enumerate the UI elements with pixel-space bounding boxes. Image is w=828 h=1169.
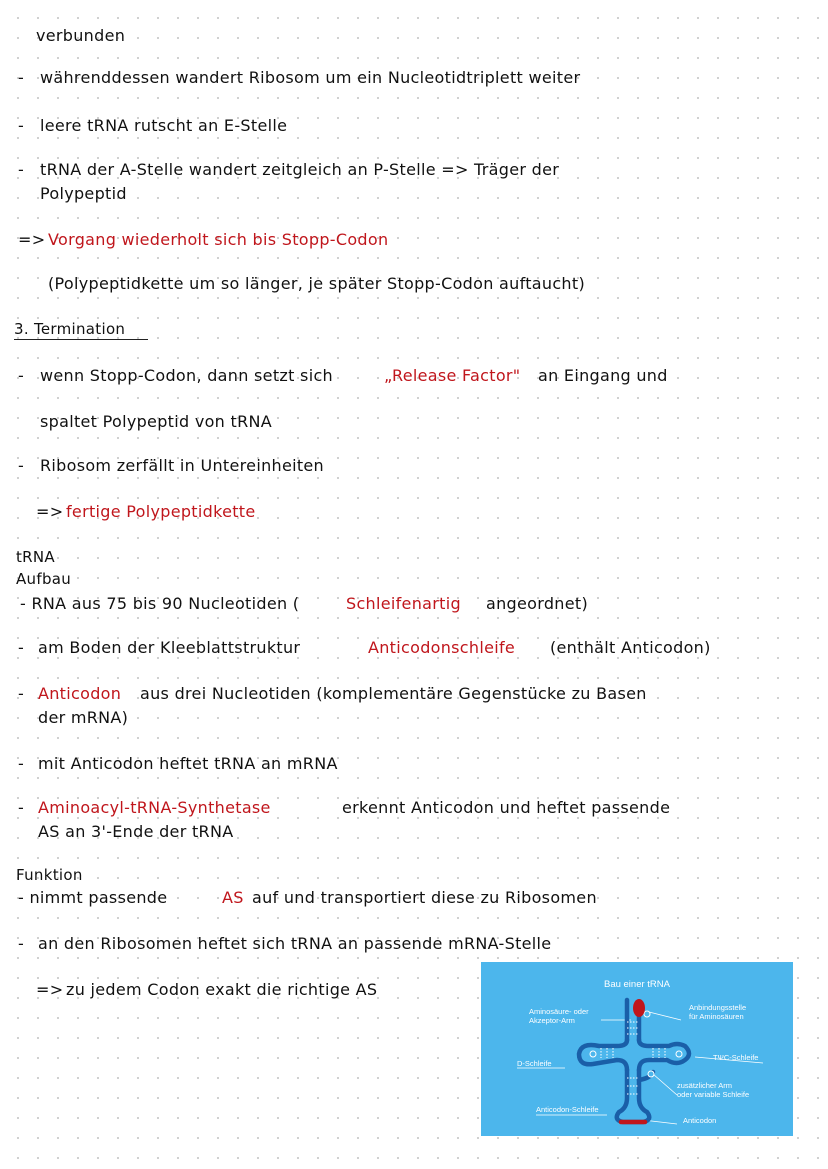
bullet-dash: - [18,798,25,817]
arrow-symbol: => [18,230,46,249]
label-variable-arm-line2: oder variable Schleife [677,1090,750,1099]
bullet-dash: - [18,160,25,179]
note-line: tRNA der A-Stelle wandert zeitgleich an P-Stelle => Träger der [40,160,560,179]
note-line: leere tRNA rutscht an E-Stelle [40,116,288,135]
note-line: - nimmt passende [18,888,168,907]
note-line: Polypeptid [40,184,127,203]
note-term-highlight: Aminoacyl-tRNA-Synthetase [38,798,271,817]
note-line: angeordnet) [486,594,588,613]
label-t-loop: TΨC-Schleife [713,1053,759,1062]
note-line: auf und transportiert diese zu Ribosomen [252,888,597,907]
trna-diagram [481,962,793,1136]
note-line: Ribosom zerfällt in Untereinheiten [40,456,324,475]
bullet-dash: - [18,638,25,657]
label-anticodon: Anticodon [683,1116,717,1125]
note-term-highlight: Anticodon [38,684,122,703]
note-line: (enthält Anticodon) [550,638,711,657]
note-line: AS an 3'-Ende der tRNA [38,822,234,841]
label-binding-site-line1: Anbindungsstelle [689,1003,747,1012]
note-line-highlight: fertige Polypeptidkette [66,502,256,521]
bullet-dash: - [18,68,25,87]
arrow-symbol: => [36,980,64,999]
bullet-dash: - [18,366,25,385]
amino-acid-binding-site [633,999,645,1017]
note-term-highlight: „Release Factor" [384,366,521,385]
diagram-title: Bau einer tRNA [603,979,671,990]
note-line: - RNA aus 75 bis 90 Nucleotiden ( [20,594,300,613]
note-line: aus drei Nucleotiden (komplementäre Gegenstücke zu Basen [140,684,647,703]
note-line: an den Ribosomen heftet sich tRNA an passende mRNA-Stelle [38,934,552,953]
label-binding-site-line2: für Aminosäuren [689,1012,744,1021]
note-line: verbunden [36,26,126,45]
section-heading-trna: tRNA [16,548,55,566]
section-heading-termination: 3. Termination [14,320,148,340]
label-anticodon-loop: Anticodon-Schleife [536,1105,599,1114]
bullet-dash: - [18,684,25,703]
note-term-highlight: AS [222,888,244,907]
bullet-dash: - [18,456,25,475]
bullet-dash: - [18,116,25,135]
subheading-funktion: Funktion [16,866,83,884]
note-line: spaltet Polypeptid von tRNA [40,412,273,431]
note-line: mit Anticodon heftet tRNA an mRNA [38,754,338,773]
note-line: zu jedem Codon exakt die richtige AS [66,980,378,999]
note-line: (Polypeptidkette um so länger, je später Stopp-Codon auftaucht) [48,274,585,293]
trna-strand [579,1000,689,1122]
note-line: am Boden der Kleeblattstruktur [38,638,301,657]
note-line: wenn Stopp-Codon, dann setzt sich [40,366,333,385]
label-acceptor-arm-line2: Akzeptor-Arm [529,1016,575,1025]
label-variable-arm-line1: zusätzlicher Arm [677,1081,733,1090]
note-term-highlight: Anticodonschleife [368,638,516,657]
subheading-aufbau: Aufbau [16,570,72,588]
arrow-symbol: => [36,502,64,521]
label-d-loop: D-Schleife [517,1059,552,1068]
trna-structure-graphic [481,962,793,1136]
note-line: der mRNA) [38,708,129,727]
note-line: erkennt Anticodon und heftet passende [342,798,671,817]
note-line-highlight: Vorgang wiederholt sich bis Stopp-Codon [48,230,389,249]
bullet-dash: - [18,754,25,773]
note-line: an Eingang und [538,366,668,385]
note-term-highlight: Schleifenartig [346,594,461,613]
note-line: währenddessen wandert Ribosom um ein Nucleotidtriplett weiter [40,68,581,87]
label-acceptor-arm-line1: Aminosäure- oder [529,1007,589,1016]
bullet-dash: - [18,934,25,953]
